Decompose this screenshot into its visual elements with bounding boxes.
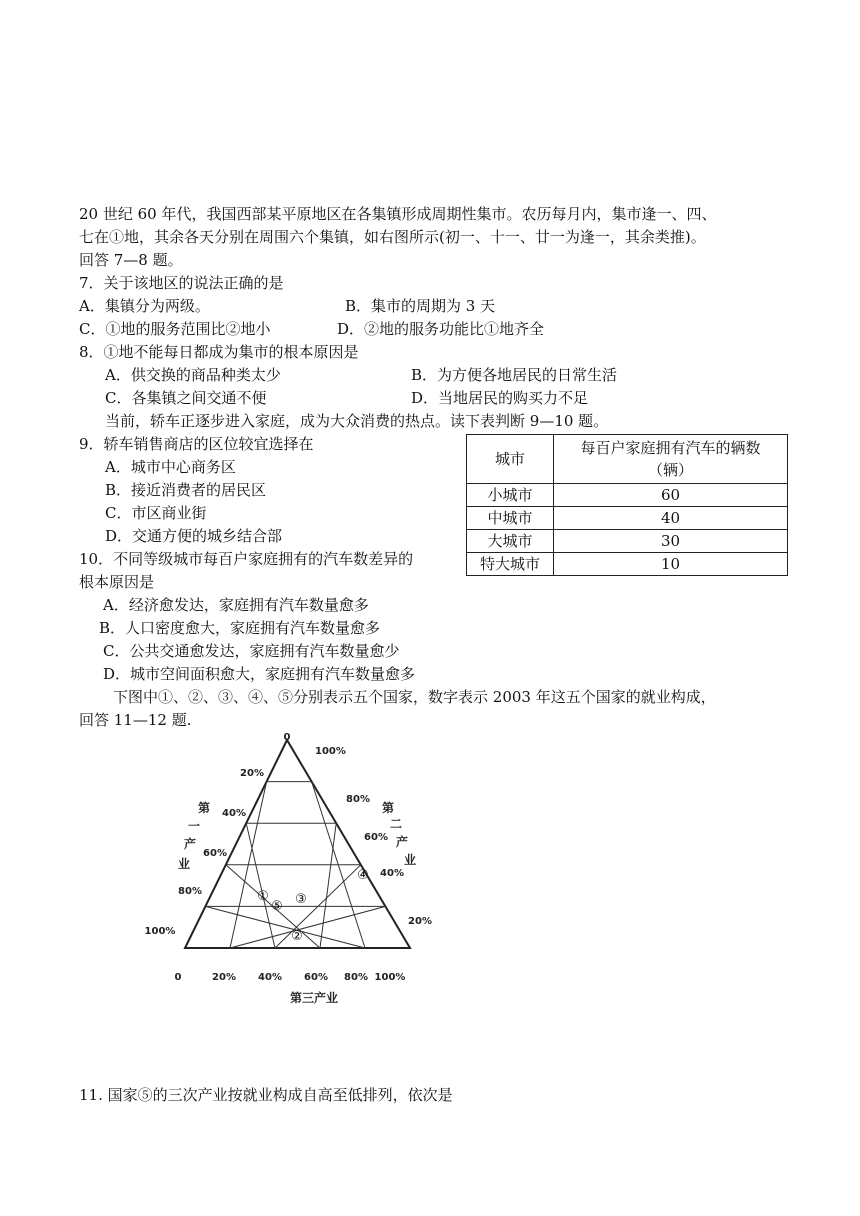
apex-100-label: 100%	[315, 746, 346, 757]
table-row	[467, 553, 788, 576]
q9-option-a: A．城市中心商务区	[105, 458, 236, 476]
passage-2: 当前，轿车正逐步进入家庭，成为大众消费的热点。读下表判断 9—10 题。	[105, 412, 609, 430]
left-tick-label: 100%	[144, 926, 176, 937]
grid-line	[230, 906, 385, 948]
right-axis-label-char: 产	[395, 835, 409, 849]
bottom-tick-label: 20%	[212, 972, 236, 983]
table-header-city: 城市	[467, 435, 554, 484]
table-cell-city: 中城市	[467, 507, 554, 530]
q10-option-a: A．经济愈发达，家庭拥有汽车数量愈多	[103, 596, 369, 614]
car-ownership-table	[466, 434, 788, 576]
q9-stem: 9．轿车销售商店的区位较宜选择在	[79, 435, 314, 453]
q8-option-b: B．为方便各地居民的日常生活	[411, 366, 618, 384]
q7-stem: 7．关于该地区的说法正确的是	[79, 274, 284, 292]
intro-line-2: 七在①地，其余各天分别在周围六个集镇，如右图所示(初一、十一、廿一为逢一，其余类推)。	[79, 228, 706, 246]
q10-stem-line-2: 根本原因是	[79, 573, 155, 591]
bottom-tick-label: 0	[174, 972, 182, 983]
grid-line	[246, 823, 275, 948]
table-row	[467, 484, 788, 507]
bottom-tick-label: 100%	[374, 972, 406, 983]
intro-line-3: 回答 7—8 题。	[79, 251, 183, 269]
table-cell-value: 40	[554, 507, 788, 530]
table-header-cars-line-1: 每百户家庭拥有汽车的辆数	[580, 439, 761, 457]
bottom-tick-label: 80%	[344, 972, 368, 983]
right-axis-label-char: 二	[389, 817, 403, 831]
q10-option-c: C．公共交通愈发达，家庭拥有汽车数量愈少	[103, 642, 400, 660]
ternary-grid	[185, 740, 410, 948]
table-cell-value: 30	[554, 530, 788, 553]
q9-option-d: D．交通方便的城乡结合部	[105, 527, 283, 545]
country-point-marker: ④	[357, 868, 369, 883]
ternary-labels	[145, 732, 432, 1005]
triangle-outline	[185, 740, 410, 948]
table-cell-city: 小城市	[467, 484, 554, 507]
left-axis-label-char: 第	[197, 801, 211, 815]
q7-option-d: D．②地的服务功能比①地齐全	[337, 320, 545, 338]
q7-option-c: C．①地的服务范围比②地小	[79, 320, 271, 338]
q9-option-c: C．市区商业街	[105, 504, 207, 522]
left-axis-label-char: 业	[177, 857, 191, 871]
table-row	[467, 507, 788, 530]
right-tick-label: 60%	[364, 832, 388, 843]
left-tick-label: 60%	[203, 848, 227, 859]
country-point-marker: ⑤	[271, 899, 283, 914]
table-row	[467, 530, 788, 553]
q8-option-d: D．当地居民的购买力不足	[411, 389, 589, 407]
q11-stem: 11. 国家⑤的三次产业按就业构成自高至低排列，依次是	[79, 1086, 453, 1104]
table-header-cars-line-2: （辆）	[647, 461, 693, 479]
bottom-axis-label: 第三产业	[289, 991, 339, 1005]
country-point-marker: ②	[291, 929, 303, 944]
grid-line	[320, 823, 336, 948]
q8-option-c: C．各集镇之间交通不便	[105, 389, 267, 407]
q10-option-b: B．人口密度愈大，家庭拥有汽车数量愈多	[99, 619, 381, 637]
right-tick-label: 40%	[380, 868, 404, 879]
right-tick-label: 20%	[408, 916, 432, 927]
q7-option-a: A．集镇分为两级。	[79, 297, 210, 315]
left-tick-label: 40%	[222, 808, 246, 819]
passage-3-line-2: 回答 11—12 题.	[79, 711, 192, 729]
left-tick-label: 20%	[240, 768, 264, 779]
country-point-marker: ③	[295, 892, 307, 907]
table-header-row	[467, 435, 788, 484]
table-cell-value: 10	[554, 553, 788, 576]
left-tick-label: 80%	[178, 886, 202, 897]
intro-line-1: 20 世纪 60 年代，我国西部某平原地区在各集镇形成周期性集市。农历每月内，集市逢一、四、	[79, 205, 717, 223]
q7-option-b: B．集市的周期为 3 天	[345, 297, 496, 315]
bottom-tick-label: 60%	[304, 972, 328, 983]
q9-option-b: B．接近消费者的居民区	[105, 481, 267, 499]
left-axis-label-char: 产	[183, 837, 197, 851]
ternary-diagram	[130, 728, 440, 1018]
table-cell-city: 特大城市	[467, 553, 554, 576]
q8-option-a: A．供交换的商品种类太少	[105, 366, 281, 384]
right-axis-label-char: 第	[381, 801, 395, 815]
left-axis-label-char: 一	[187, 819, 201, 833]
grid-line	[205, 906, 365, 948]
table-cell-city: 大城市	[467, 530, 554, 553]
passage-3-line-1: 下图中①、②、③、④、⑤分别表示五个国家，数字表示 2003 年这五个国家的就业构成，	[113, 688, 716, 706]
q10-stem-line-1: 10．不同等级城市每百户家庭拥有的汽车数差异的	[79, 550, 414, 568]
table-cell-value: 60	[554, 484, 788, 507]
q8-stem: 8．①地不能每日都成为集市的根本原因是	[79, 343, 359, 361]
table-header-cars	[554, 435, 788, 484]
apex-zero-label: 0	[283, 732, 291, 743]
country-point-marker: ①	[257, 889, 269, 904]
q10-option-d: D．城市空间面积愈大，家庭拥有汽车数量愈多	[103, 665, 416, 683]
right-tick-label: 80%	[346, 794, 370, 805]
bottom-tick-label: 40%	[258, 972, 282, 983]
right-axis-label-char: 业	[403, 853, 417, 867]
